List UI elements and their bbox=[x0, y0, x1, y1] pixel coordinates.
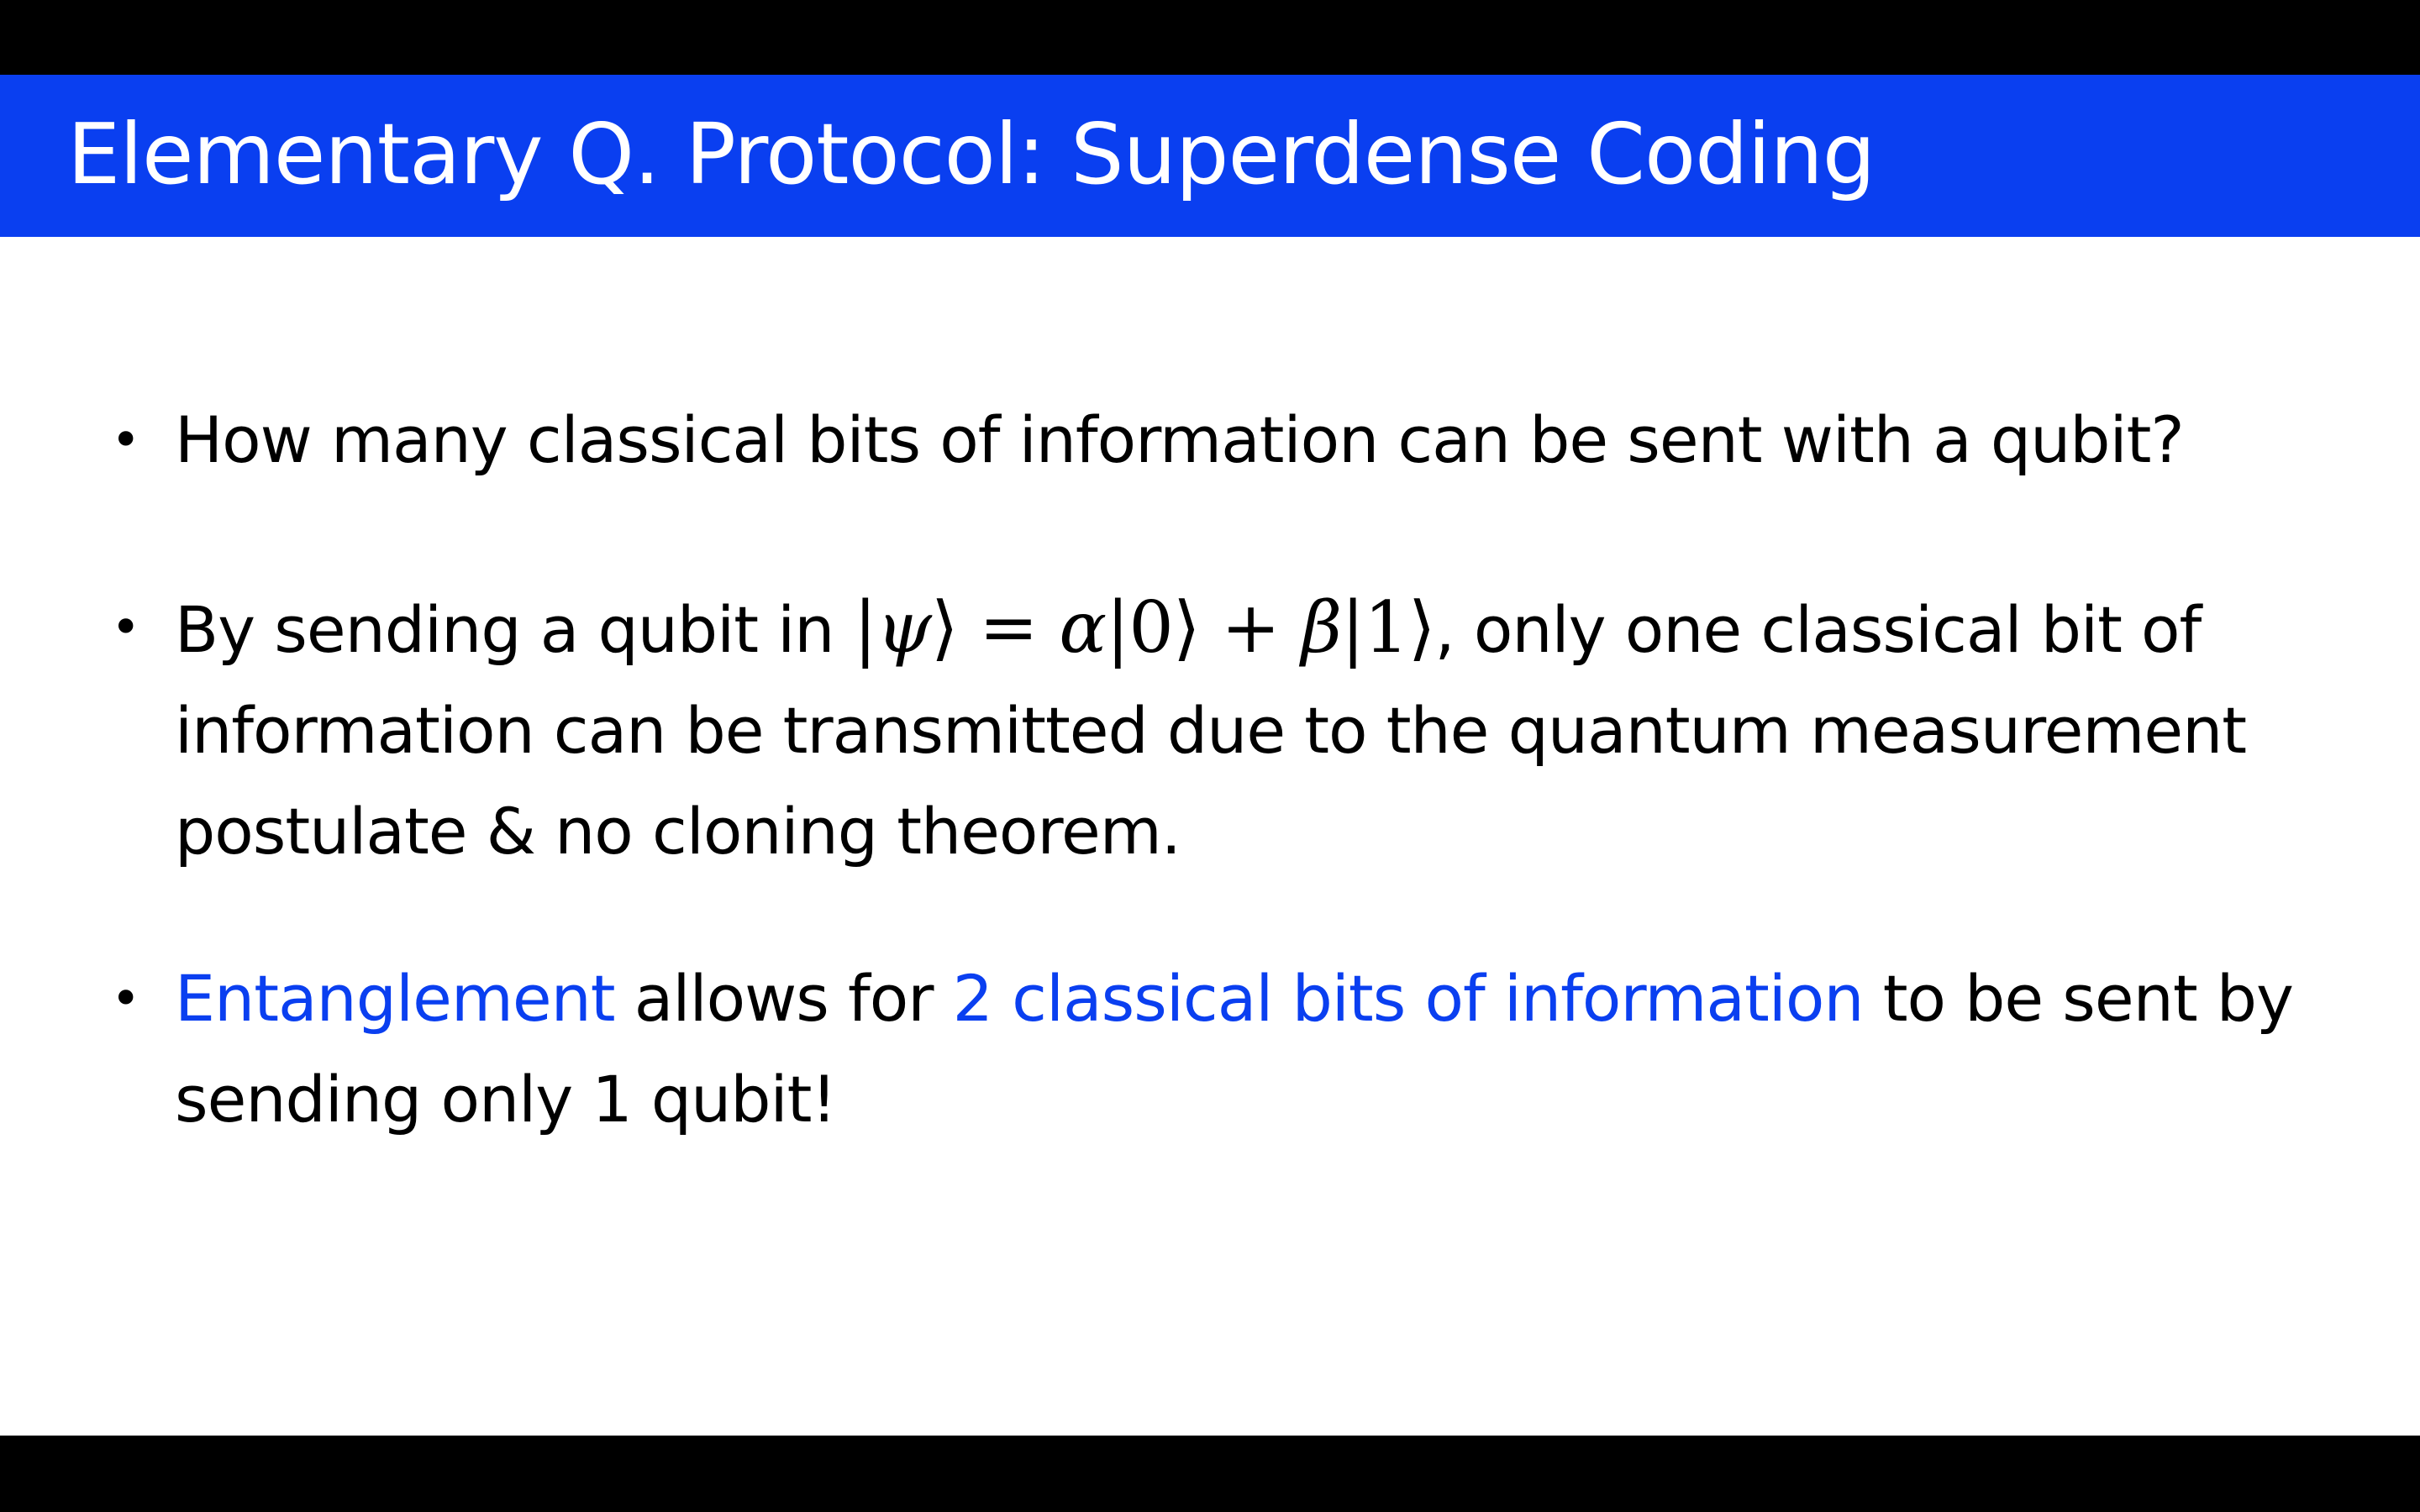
bullet-marker: • bbox=[111, 411, 140, 470]
bullet-3-line-2: sending only 1 qubit! bbox=[175, 1062, 836, 1137]
bullet-2-line-1 bbox=[175, 577, 2326, 680]
letterbox-top bbox=[0, 0, 2420, 75]
entanglement-highlight: Entanglement bbox=[175, 961, 615, 1036]
letterbox-bottom bbox=[0, 1436, 2420, 1512]
bullet-2-suffix: , only one classical bit of bbox=[1434, 592, 2202, 667]
zero-ket: |0⟩ bbox=[1106, 586, 1200, 669]
beta-symbol: β bbox=[1301, 586, 1341, 669]
bullet-1-line-1: How many classical bits of information can be sent with a qubit? bbox=[175, 402, 2184, 477]
slide-title: Elementary Q. Protocol: Superdense Coding bbox=[67, 105, 1876, 203]
psi-symbol: ψ bbox=[876, 586, 931, 669]
ket-open: | bbox=[853, 586, 876, 669]
bullet-3-mid-2: to be sent by bbox=[1863, 961, 2293, 1036]
title-bar bbox=[0, 75, 2420, 237]
bullet-2-line-3: postulate & no cloning theorem. bbox=[175, 794, 1181, 869]
plus-sign: + bbox=[1199, 586, 1302, 669]
bullet-3-mid-1: allows for bbox=[614, 961, 953, 1036]
bullet-1-text bbox=[175, 390, 2326, 491]
bullet-3-text bbox=[175, 948, 2326, 1150]
one-ket: |1⟩ bbox=[1341, 586, 1435, 669]
ket-close: ⟩ bbox=[930, 586, 958, 669]
bullet-marker: • bbox=[111, 598, 140, 657]
alpha-symbol: α bbox=[1059, 586, 1107, 669]
slide bbox=[0, 75, 2420, 1436]
bullet-2-text bbox=[175, 577, 2326, 882]
bullet-marker: • bbox=[111, 969, 140, 1028]
state-equation bbox=[853, 586, 1435, 669]
bullet-2-prefix: By sending a qubit in bbox=[175, 592, 854, 667]
bullet-2-line-2: information can be transmitted due to the quantum measurement bbox=[175, 693, 2247, 768]
equals-sign: = bbox=[957, 586, 1060, 669]
two-bits-highlight: 2 classical bits of information bbox=[952, 961, 1864, 1036]
bullet-3-line-1 bbox=[175, 948, 2326, 1049]
